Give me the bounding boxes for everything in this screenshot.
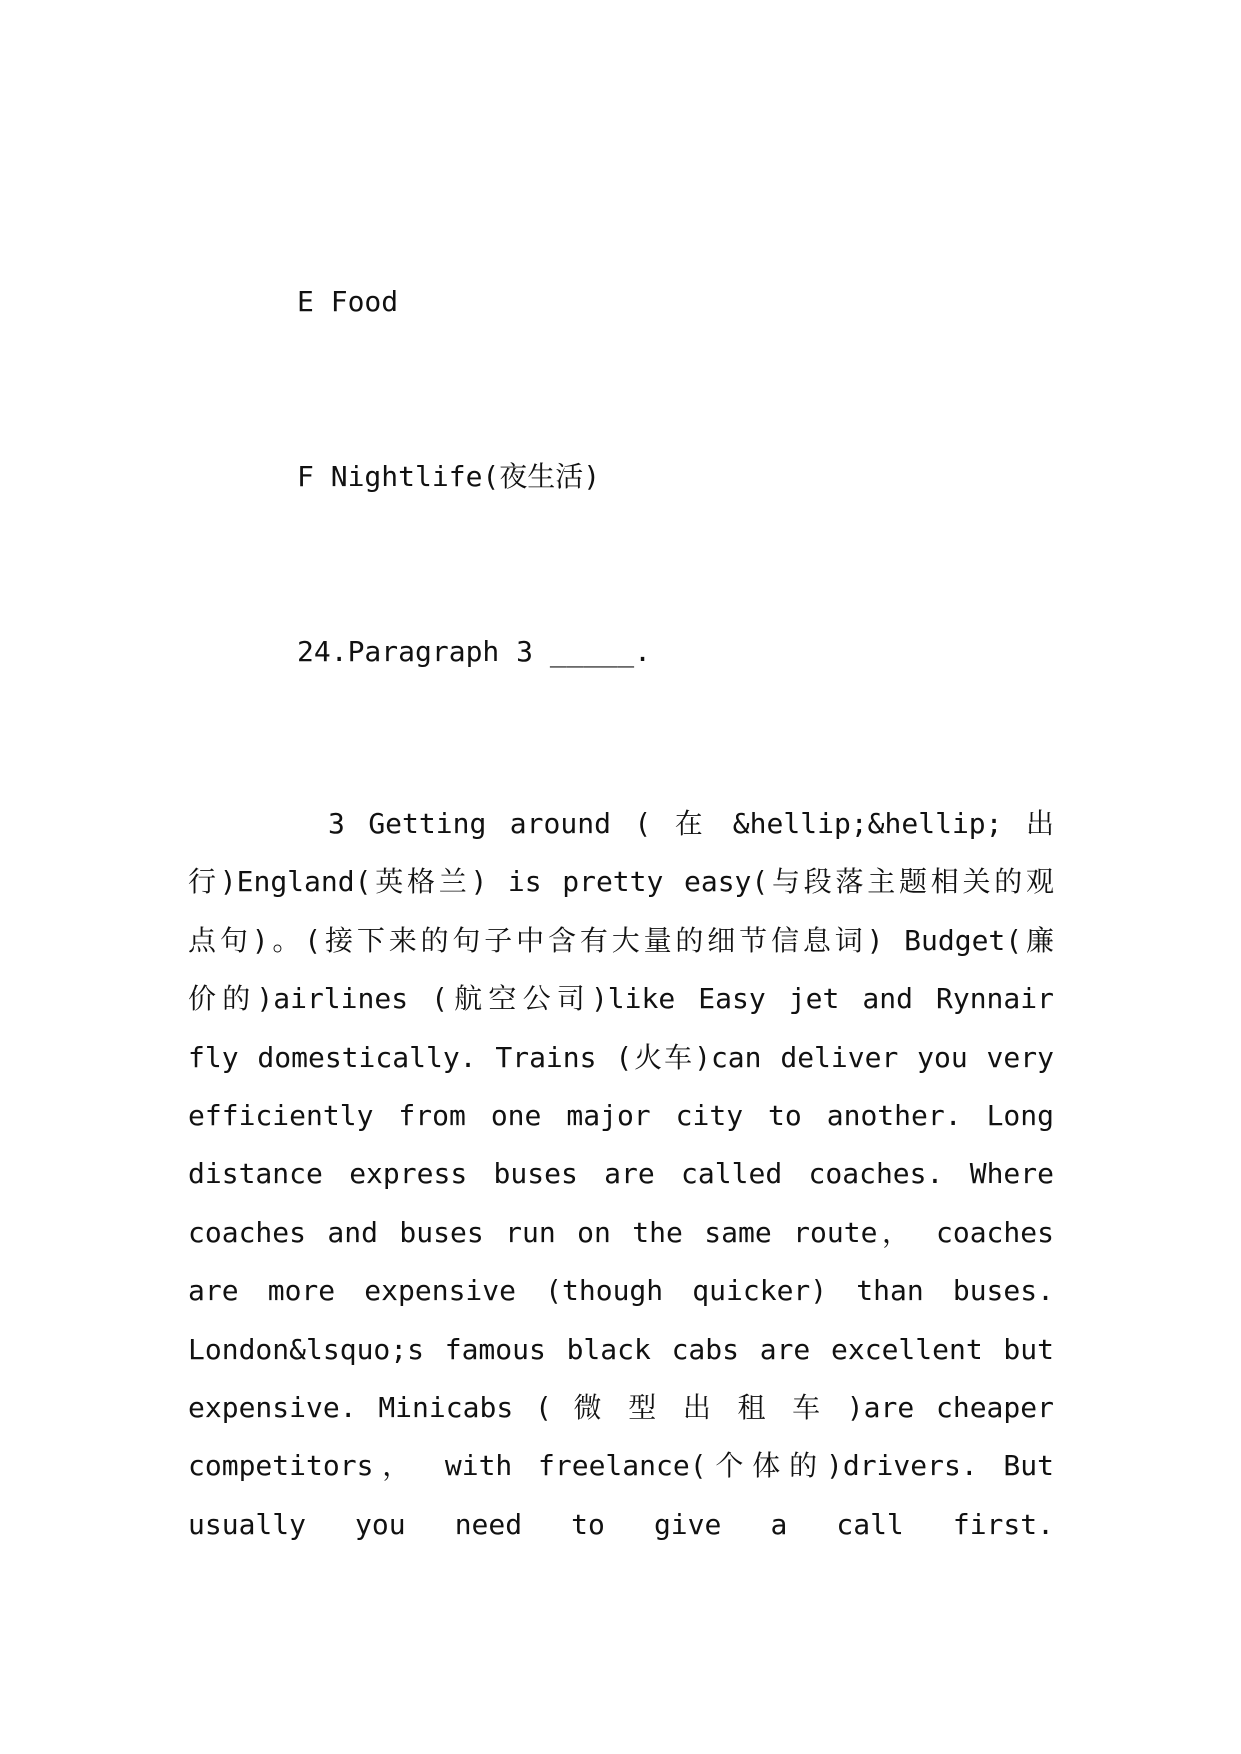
paragraph-line: 价的)airlines (航空公司)like Easy jet and Rynnair (188, 982, 1054, 1016)
paragraph-line: 3 Getting around ( 在 &hellip;&hellip; 出 (328, 807, 1054, 840)
paragraph-line: fly domestically. Trains (火车)can deliver you very (188, 1040, 1054, 1074)
paragraph-line: efficiently from one major city to another. Long (188, 1098, 1054, 1132)
paragraph-line: coaches and buses run on the same route， coaches (188, 1215, 1054, 1249)
option-f-line: F Nightlife(夜生活) (297, 460, 601, 493)
option-e-line: E Food (297, 285, 399, 318)
paragraph-line: London&lsquo;s famous black cabs are excellent but (188, 1332, 1054, 1366)
paragraph-line: usually you need to give a call first. (188, 1507, 1054, 1541)
paragraph-line: expensive. Minicabs ( 微 型 出 租 车 )are cheaper (188, 1390, 1054, 1424)
question-24-line: 24.Paragraph 3 _____. (297, 635, 652, 668)
paragraph-line: competitors， with freelance(个体的)drivers. But (188, 1449, 1054, 1483)
paragraph-line: are more expensive (though quicker) than buses. (188, 1274, 1054, 1308)
paragraph-3-text (188, 806, 1054, 1565)
paragraph-line: 行)England(英格兰) is pretty easy(与段落主题相关的观 (188, 865, 1054, 899)
paragraph-line: distance express buses are called coaches. Where (188, 1157, 1054, 1191)
paragraph-line: 点句)。(接下来的句子中含有大量的细节信息词) Budget(廉 (188, 923, 1054, 957)
